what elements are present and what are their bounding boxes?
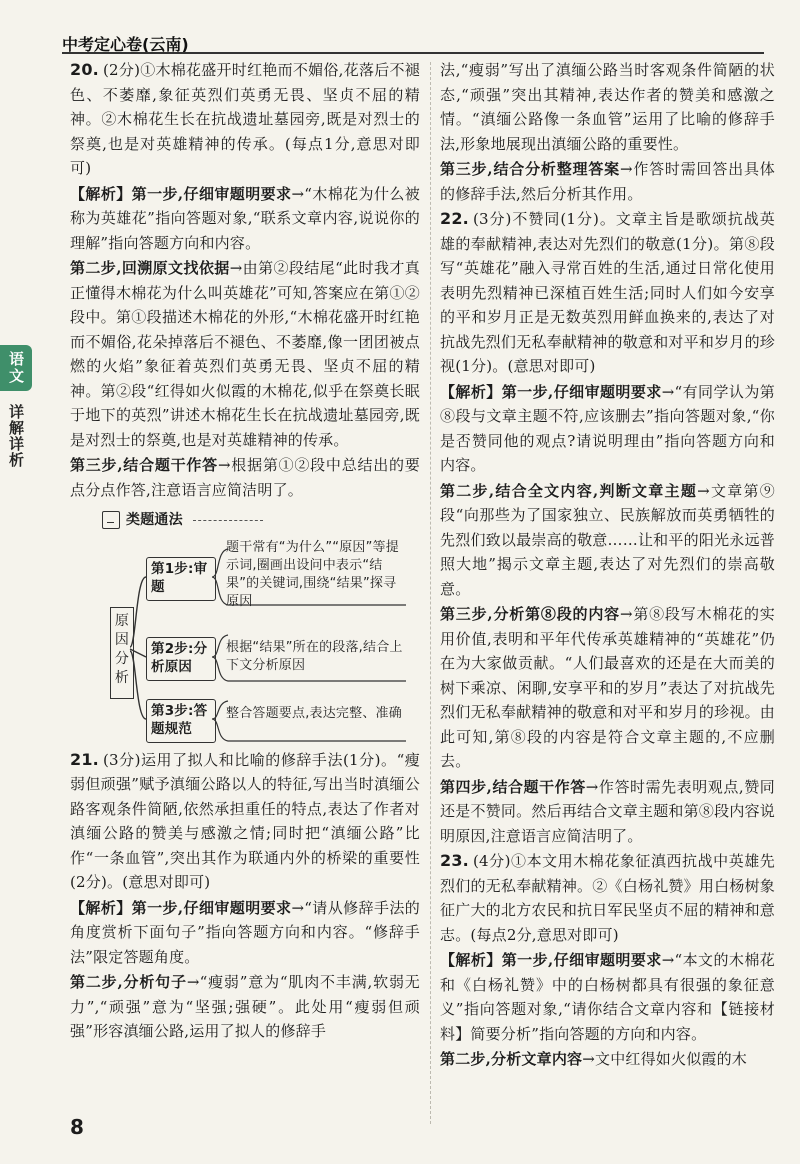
q21-answer <box>70 748 420 895</box>
header-rule <box>62 52 764 54</box>
diagram-step-3-desc: 整合答题要点,表达完整、准确 <box>226 705 402 721</box>
diagram-step-1-desc: 题干常有“为什么”“原因”等提示词,圈画出设问中表示“结果”的关键词,围绕“结果”探寻原因 <box>226 539 399 609</box>
q22-analysis-step3 <box>440 602 775 774</box>
step-text: →第⑧段写木棉花的实用价值,表明和平年代传承英雄精神的“英雄花”仍在为大家做贡献。“人们最喜欢的还是在大而美的树下乘凉、闲聊,安享平和的岁月”表达了对抗战先烈们无私奉献精神的敬意和对平和岁月的珍视。由此可知,第⑧段的内容是符合文章主题的,不应删去。 <box>440 605 775 770</box>
note-icon <box>102 511 120 529</box>
q20-answer-text: (2分)①木棉花盛开时红艳而不媚俗,花落后不褪色、不萎靡,象征英烈们英勇无畏、坚贞不屈的精神。②木棉花生长在抗战遗址墓园旁,既是对烈士的祭奠,也是对英雄精神的传承。(每点1分,意思对即可) <box>70 61 420 177</box>
step-label: 第二步,结合全文内容,判断文章主题 <box>440 481 698 500</box>
q22-answer <box>440 207 775 379</box>
q20-analysis-step1 <box>70 182 420 256</box>
q21-analysis-step2 <box>70 970 420 1044</box>
q20-answer <box>70 58 420 181</box>
diagram-root: 原因分析 <box>110 607 134 699</box>
q21-analysis-step1 <box>70 896 420 970</box>
q20-analysis-step2 <box>70 256 420 452</box>
right-column <box>440 58 775 1073</box>
q23-analysis-step1 <box>440 948 775 1046</box>
q21-number: 21. <box>70 749 99 769</box>
step-label: 第三步,分析第⑧段的内容 <box>440 605 620 623</box>
step-text: →“有同学认为第⑧段与文章主题不符,应该删去”指向答题对象,“你是否赞同他的观点?请说明理由”指向答题方向和内容。 <box>440 382 775 474</box>
step-text: →“请从修辞手法的角度赏析下面句子”指向答题方向和内容。“修辞手法”限定答题角度。 <box>70 898 420 966</box>
step-label: 第二步,回溯原文找依据 <box>70 259 230 277</box>
step-text: →文章第⑨段“向那些为了国家独立、民族解放而英勇牺牲的先烈们致以最崇高的敬意……让和平的阳光永远普照大地”揭示文章主题,表达了对先烈们的崇高敬意。 <box>440 481 775 598</box>
left-column <box>70 58 420 1045</box>
step-text: →作答时需先表明观点,赞同还是不赞同。然后再结合文章主题和第⑧段内容说明原因,注意语言应简洁明了。 <box>440 777 775 845</box>
q22-analysis-step1 <box>440 380 775 478</box>
q22-number: 22. <box>440 209 469 228</box>
q22-analysis-step2 <box>440 479 775 602</box>
diagram-step-2-desc: 根据“结果”所在的段落,结合上下文分析原因 <box>226 639 403 673</box>
step-label: 第二步,分析句子 <box>70 973 187 991</box>
step-text: →作答时需回答出具体的修辞手法,然后分析其作用。 <box>440 160 775 203</box>
tip-rule <box>193 520 263 521</box>
diagram-step-3: 第3步:答题规范 <box>146 699 216 743</box>
step-label: 第四步,结合题干作答 <box>440 777 586 796</box>
method-tip-title <box>70 508 420 533</box>
step-text: →由第②段结尾“此时我才真正懂得木棉花为什么叫英雄花”可知,答案应在第①②段中。第①段描述木棉花的外形,“木棉花盛开时红艳而不媚俗,花朵掉落后不褪色、不萎靡,像一团团被点燃的火焰”象征着英烈们英勇无畏、坚贞不屈的精神。第②段“红得如火似霞的木棉花,似乎在祭奠长眠于地下的英烈”讲述木棉花生长在抗战遗址墓园旁,既是对烈士的祭奠,也是对英雄精神的传承。 <box>70 259 420 449</box>
step-label: 【解析】第一步,仔细审题明要求 <box>70 898 292 917</box>
q20-number: 20. <box>70 60 99 79</box>
step-text: →“本文的木棉花和《白杨礼赞》中的白杨树都具有很强的象征意义”指向答题对象,“请你结合文章内容和【链接材料】简要分析”指向答题的方向和内容。 <box>440 951 775 1043</box>
subject-tab: 语文 <box>0 345 32 391</box>
column-divider <box>430 62 431 1124</box>
q21-answer-text: (3分)运用了拟人和比喻的修辞手法(1分)。“瘦弱但顽强”赋予滇缅公路以人的特征,写出当时滇缅公路客观条件简陋,依然承担重任的特点,表达了作者对滇缅公路的赞美与感激之情;同时把“滇缅公路”比作“一条血管”,突出其作为联通内外的桥梁的重要性(2分)。(意思对即可) <box>70 750 420 891</box>
q21-continuation: 法,“瘦弱”写出了滇缅公路当时客观条件简陋的状态,“顽强”突出其精神,表达作者的赞美和感激之情。“滇缅公路像一条血管”运用了比喻的修辞手法,形象地展现出滇缅公路的重要性。 <box>440 61 775 153</box>
step-label: 【解析】第一步,仔细审题明要求 <box>440 951 662 969</box>
step-label: 第二步,分析文章内容 <box>440 1050 583 1068</box>
q22-answer-text: (3分)不赞同(1分)。文章主旨是歌颂抗战英雄的奉献精神,表达对先烈们的敬意(1分)。第⑧段写“英雄花”融入寻常百姓的生活,通过日常化使用表明先烈精神已深植百姓生活;同时人们如今安享的平和岁月正是无数英烈用鲜血换来的,表达了对抗战先烈们无私奉献精神的敬意和对平和岁月的珍视(1分)。(意思对即可) <box>440 210 775 375</box>
step-text: →“瘦弱”意为“肌肉不丰满,软弱无力”,“顽强”意为“坚强;强硬”。此处用“瘦弱但顽强”形容滇缅公路,运用了拟人的修辞手 <box>70 973 420 1040</box>
section-label: 详解详析 <box>7 404 25 468</box>
step-text: →文中红得如火似霞的木 <box>582 1050 748 1068</box>
method-tip-label: 类题通法 <box>126 512 183 528</box>
step-text: →“木棉花为什么被称为英雄花”指向答题对象,“联系文章内容,说说你的理解”指向答题方向和内容。 <box>70 184 420 252</box>
q23-answer <box>440 849 775 947</box>
q21-analysis-step3 <box>440 157 775 206</box>
q22-analysis-step4 <box>440 775 775 849</box>
diagram-step-2: 第2步:分析原因 <box>146 637 216 681</box>
page-header-title: 中考定心卷(云南) <box>62 35 189 54</box>
q23-number: 23. <box>440 851 469 870</box>
method-diagram <box>106 539 406 744</box>
q20-analysis-step3 <box>70 453 420 502</box>
step-label: 第三步,结合分析整理答案 <box>440 160 620 178</box>
step-label: 第三步,结合题干作答 <box>70 456 218 474</box>
q23-answer-text: (4分)①本文用木棉花象征滇西抗战中英雄先烈们的无私奉献精神。②《白杨礼赞》用白杨树象征广大的北方农民和抗日军民坚贞不屈的精神和意志。(每点2分,意思对即可) <box>440 852 775 944</box>
page-number: 8 <box>70 1115 84 1139</box>
step-text: →根据第①②段中总结出的要点分点作答,注意语言应简洁明了。 <box>70 456 420 499</box>
step-label: 【解析】第一步,仔细审题明要求 <box>70 184 292 203</box>
diagram-step-1: 第1步:审题 <box>146 557 216 601</box>
q23-analysis-step2 <box>440 1047 775 1072</box>
step-label: 【解析】第一步,仔细审题明要求 <box>440 382 662 401</box>
